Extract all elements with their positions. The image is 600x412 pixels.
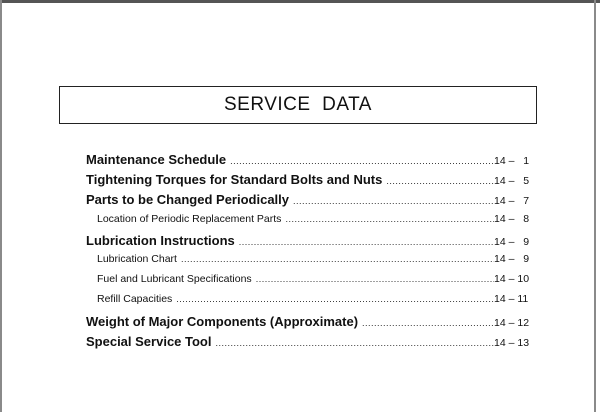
toc-entry-label: Special Service Tool bbox=[86, 333, 212, 349]
dot-leader bbox=[239, 237, 494, 247]
toc-entry-maintenance-schedule[interactable] bbox=[86, 152, 538, 172]
dot-leader bbox=[215, 338, 494, 348]
toc-entry-location-replacement-parts[interactable] bbox=[86, 213, 538, 233]
toc-entry-parts-changed-periodically[interactable] bbox=[86, 192, 538, 212]
toc-entry-label: Weight of Major Components (Approximate) bbox=[86, 313, 359, 329]
dot-leader bbox=[293, 196, 494, 206]
dot-leader bbox=[362, 318, 494, 328]
toc-entry-lubrication-instructions[interactable] bbox=[86, 233, 538, 253]
toc-entry-refill-capacities[interactable] bbox=[86, 293, 538, 313]
toc-entry-page: 14 – 11 bbox=[494, 293, 529, 306]
toc-entry-page: 14 – 1 bbox=[494, 155, 530, 167]
toc-entry-label: Fuel and Lubricant Specifications bbox=[97, 273, 252, 286]
toc-entry-special-service-tool[interactable] bbox=[86, 334, 538, 354]
title-box bbox=[59, 86, 537, 124]
toc-entry-page: 14 – 13 bbox=[494, 336, 530, 349]
dot-leader bbox=[181, 254, 494, 264]
toc-entry-fuel-lubricant-specs[interactable] bbox=[86, 273, 538, 293]
toc-entry-weight-major-components[interactable] bbox=[86, 314, 538, 334]
dot-leader bbox=[386, 176, 494, 186]
toc-entry-label: Location of Periodic Replacement Parts bbox=[97, 212, 282, 225]
toc-entry-page: 14 – 7 bbox=[494, 195, 530, 208]
toc-entry-tightening-torques[interactable] bbox=[86, 172, 538, 192]
dot-leader bbox=[256, 274, 494, 284]
toc-entry-label: Lubrication Chart bbox=[97, 252, 177, 265]
toc-entry-label: Tightening Torques for Standard Bolts and Nuts bbox=[86, 172, 383, 188]
dot-leader bbox=[285, 214, 494, 224]
toc-entry-label: Refill Capacities bbox=[97, 293, 173, 306]
toc-entry-page: 14 – 12 bbox=[494, 316, 530, 329]
dot-leader bbox=[230, 156, 494, 166]
toc-entry-page: 14 – 9 bbox=[494, 235, 530, 248]
page-title: SERVICE DATA bbox=[224, 94, 372, 115]
top-border bbox=[0, 0, 600, 3]
toc-entry-page: 14 – 9 bbox=[494, 252, 530, 265]
toc-entry-label: Maintenance Schedule bbox=[86, 152, 227, 167]
table-of-contents bbox=[86, 152, 538, 354]
toc-entry-page: 14 – 5 bbox=[494, 175, 530, 188]
toc-entry-lubrication-chart[interactable] bbox=[86, 253, 538, 273]
right-border bbox=[594, 0, 596, 412]
toc-entry-page: 14 – 8 bbox=[494, 212, 530, 225]
toc-entry-label: Lubrication Instructions bbox=[86, 232, 235, 248]
toc-entry-page: 14 – 10 bbox=[494, 273, 530, 286]
left-border bbox=[0, 0, 2, 412]
dot-leader bbox=[176, 294, 494, 304]
toc-entry-label: Parts to be Changed Periodically bbox=[86, 192, 289, 208]
